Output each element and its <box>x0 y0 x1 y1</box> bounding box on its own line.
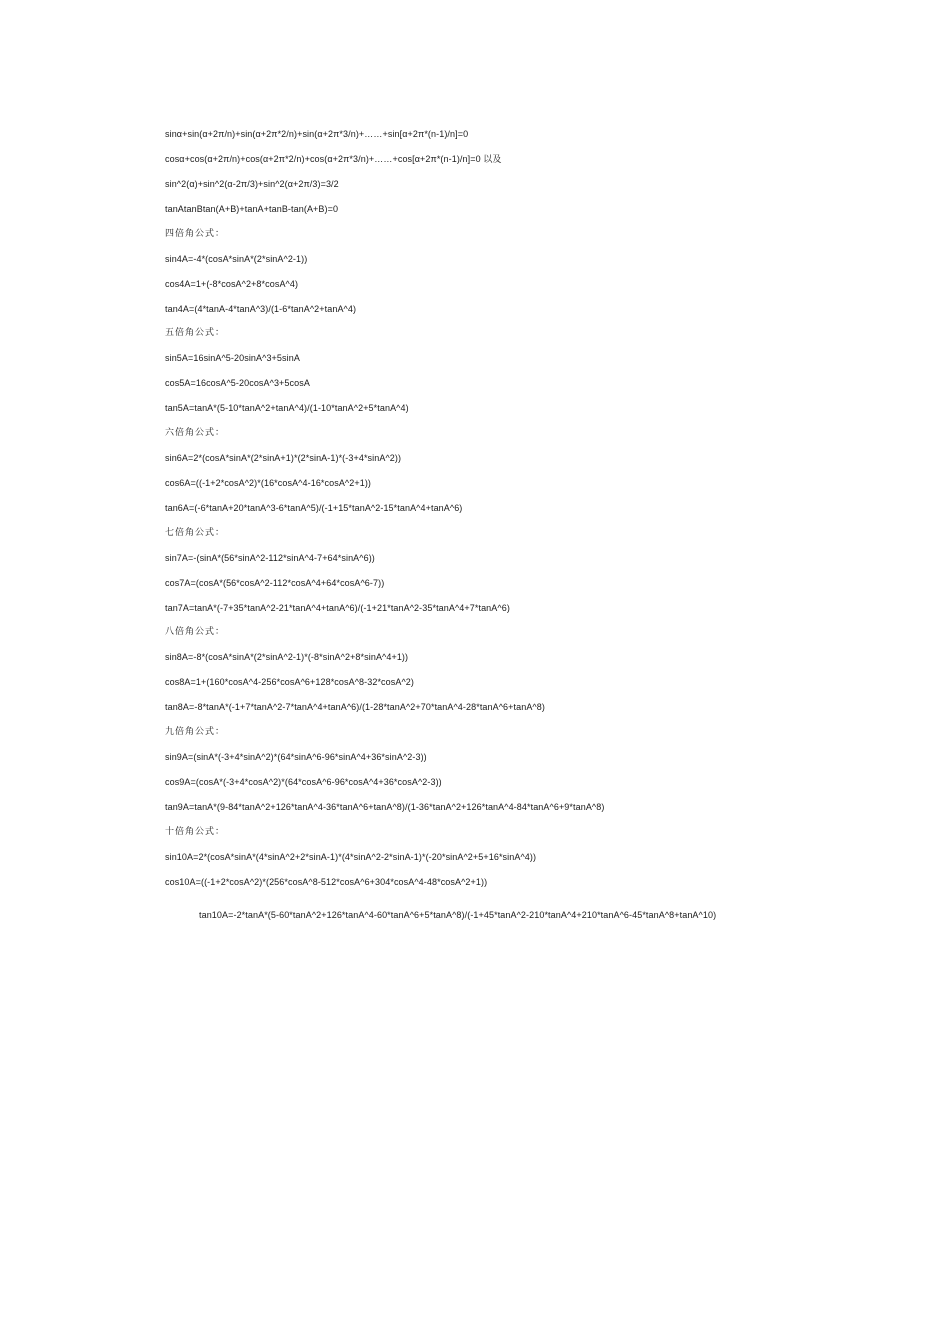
formula-cos7a: cos7A=(cosA*(56*cosA^2-112*cosA^4+64*cosA^6-7)) <box>165 578 385 588</box>
formula-tan6a: tan6A=(-6*tanA+20*tanA^3-6*tanA^5)/(-1+15*tanA^2-15*tanA^4+tanA^6) <box>165 503 463 513</box>
formula-tan9a: tan9A=tanA*(9-84*tanA^2+126*tanA^4-36*tanA^6+tanA^8)/(1-36*tanA^2+126*tanA^4-84*tanA^6+9*tanA^8) <box>165 802 605 812</box>
formula-tan5a: tan5A=tanA*(5-10*tanA^2+tanA^4)/(1-10*tanA^2+5*tanA^4) <box>165 403 409 413</box>
section-heading-4x: 四倍角公式： <box>165 229 226 239</box>
section-heading-5x: 五倍角公式： <box>165 328 226 338</box>
sum-cos-identity: cosα+cos(α+2π/n)+cos(α+2π*2/n)+cos(α+2π*3/n)+……+cos[α+2π*(n-1)/n]=0 以及 <box>165 154 502 164</box>
section-heading-7x: 七倍角公式： <box>165 528 226 538</box>
formula-tan8a: tan8A=-8*tanA*(-1+7*tanA^2-7*tanA^4+tanA^6)/(1-28*tanA^2+70*tanA^4-28*tanA^6+tanA^8) <box>165 702 545 712</box>
formula-sin4a: sin4A=-4*(cosA*sinA*(2*sinA^2-1)) <box>165 254 308 264</box>
formula-sin9a: sin9A=(sinA*(-3+4*sinA^2)*(64*sinA^6-96*sinA^4+36*sinA^2-3)) <box>165 752 427 762</box>
formula-cos4a: cos4A=1+(-8*cosA^2+8*cosA^4) <box>165 279 299 289</box>
section-heading-6x: 六倍角公式： <box>165 428 226 438</box>
formula-cos10a: cos10A=((-1+2*cosA^2)*(256*cosA^8-512*cosA^6+304*cosA^4-48*cosA^2+1)) <box>165 877 488 887</box>
section-heading-8x: 八倍角公式： <box>165 627 226 637</box>
section-heading-10x: 十倍角公式： <box>165 827 226 837</box>
formula-sin7a: sin7A=-(sinA*(56*sinA^2-112*sinA^4-7+64*sinA^6)) <box>165 553 375 563</box>
formula-tan4a: tan4A=(4*tanA-4*tanA^3)/(1-6*tanA^2+tanA^4) <box>165 304 357 314</box>
formula-cos8a: cos8A=1+(160*cosA^4-256*cosA^6+128*cosA^8-32*cosA^2) <box>165 677 414 687</box>
sum-sin-identity: sinα+sin(α+2π/n)+sin(α+2π*2/n)+sin(α+2π*3/n)+……+sin[α+2π*(n-1)/n]=0 <box>165 129 469 139</box>
formula-cos5a: cos5A=16cosA^5-20cosA^3+5cosA <box>165 378 310 388</box>
formula-sin5a: sin5A=16sinA^5-20sinA^3+5sinA <box>165 353 300 363</box>
section-heading-9x: 九倍角公式： <box>165 727 226 737</box>
formula-cos6a: cos6A=((-1+2*cosA^2)*(16*cosA^4-16*cosA^2+1)) <box>165 478 372 488</box>
formula-tan7a: tan7A=tanA*(-7+35*tanA^2-21*tanA^4+tanA^6)/(-1+21*tanA^2-35*tanA^4+7*tanA^6) <box>165 603 510 613</box>
formula-cos9a: cos9A=(cosA*(-3+4*cosA^2)*(64*cosA^6-96*cosA^4+36*cosA^2-3)) <box>165 777 442 787</box>
sin-squared-identity: sin^2(α)+sin^2(α-2π/3)+sin^2(α+2π/3)=3/2 <box>165 179 339 189</box>
formula-sin8a: sin8A=-8*(cosA*sinA*(2*sinA^2-1)*(-8*sinA^2+8*sinA^4+1)) <box>165 652 409 662</box>
formula-sin10a: sin10A=2*(cosA*sinA*(4*sinA^2+2*sinA-1)*(4*sinA^2-2*sinA-1)*(-20*sinA^2+5+16*sinA^4)) <box>165 852 537 862</box>
tan-sum-identity: tanAtanBtan(A+B)+tanA+tanB-tan(A+B)=0 <box>165 204 339 214</box>
formula-sin6a: sin6A=2*(cosA*sinA*(2*sinA+1)*(2*sinA-1)*(-3+4*sinA^2)) <box>165 453 402 463</box>
formula-tan10a: tan10A=-2*tanA*(5-60*tanA^2+126*tanA^4-60*tanA^6+5*tanA^8)/(-1+45*tanA^2-210*tanA^4+210*tanA^6-45*tanA^8+tanA^10) <box>199 910 717 920</box>
